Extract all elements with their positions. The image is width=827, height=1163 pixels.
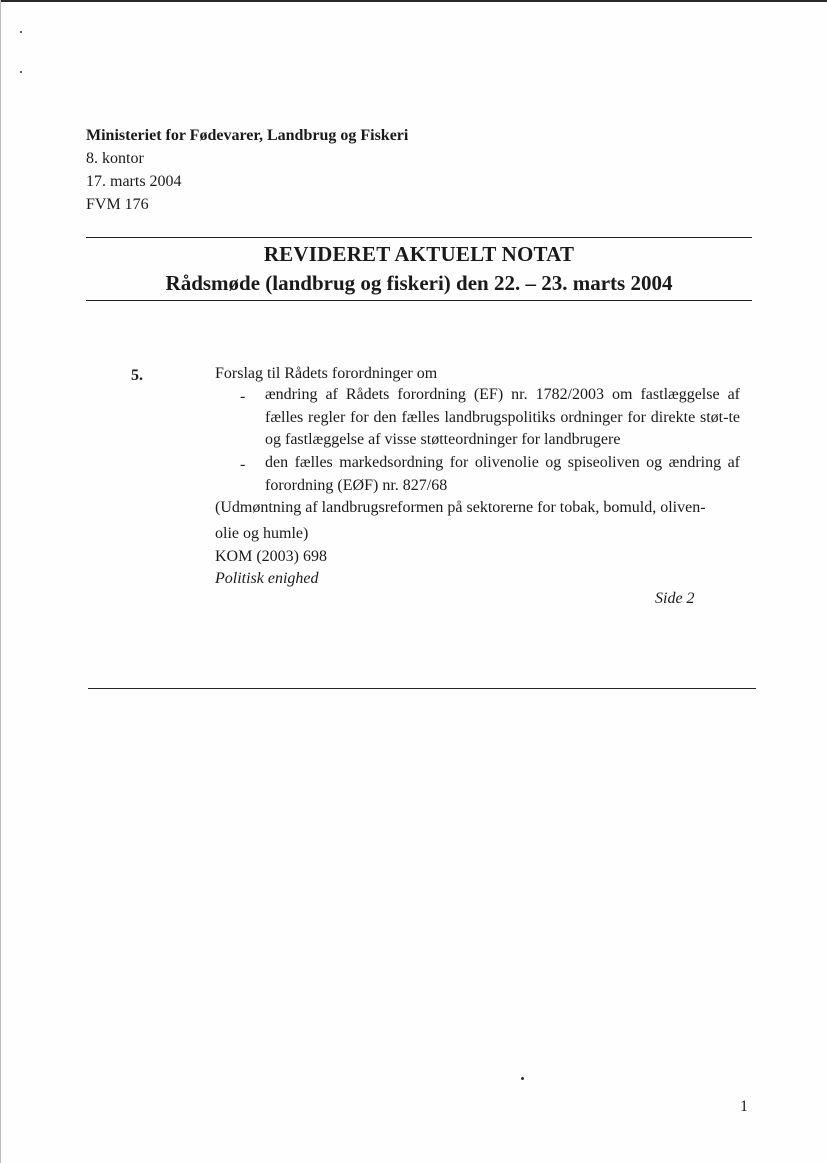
section-end-rule [88,688,756,689]
page-left-border [0,0,1,1163]
document-reference: FVM 176 [86,196,149,213]
scan-speck [20,31,22,33]
item-note-line-1: (Udmøntning af landbrugsreformen på sektorerne for tobak, bomuld, oliven- [215,499,706,516]
ministry-name: Ministeriet for Fødevarer, Landbrug og Fiskeri [86,127,409,144]
title-top-rule [86,237,752,238]
bullet-text: ændring af Rådets forordning (EF) nr. 1782/2003 om fastlæggelse af fælles regler for den fælles landbrugspolitiks ordninger for direkte støt-te og fastlæggelse af visse støtteordninger for landbrugere [265,386,740,448]
bullet-dash: - [240,388,246,405]
item-number: 5. [131,367,143,384]
scan-speck [521,1077,524,1080]
side-reference: Side 2 [655,590,695,607]
office-name: 8. kontor [86,150,144,167]
item-intro: Forslag til Rådets forordninger om [215,365,438,382]
scan-speck [20,71,22,73]
item-status: Politisk enighed [215,570,319,587]
document-title: REVIDERET AKTUELT NOTAT [263,242,575,266]
document-date: 17. marts 2004 [86,173,182,190]
letterhead [86,124,408,216]
page-number: 1 [740,1098,748,1115]
page-top-border [0,0,827,2]
bullet-dash: - [240,456,246,473]
item-note-line-2: olie og humle) [215,525,309,542]
meeting-title: Rådsmøde (landbrug og fiskeri) den 22. – 23. marts 2004 [165,271,673,295]
kom-reference: KOM (2003) 698 [215,548,327,565]
bullet-text: den fælles markedsordning for olivenolie og spiseoliven og ændring af forordning (EØF) nr. 827/68 [265,454,740,494]
title-bottom-rule [86,300,752,301]
